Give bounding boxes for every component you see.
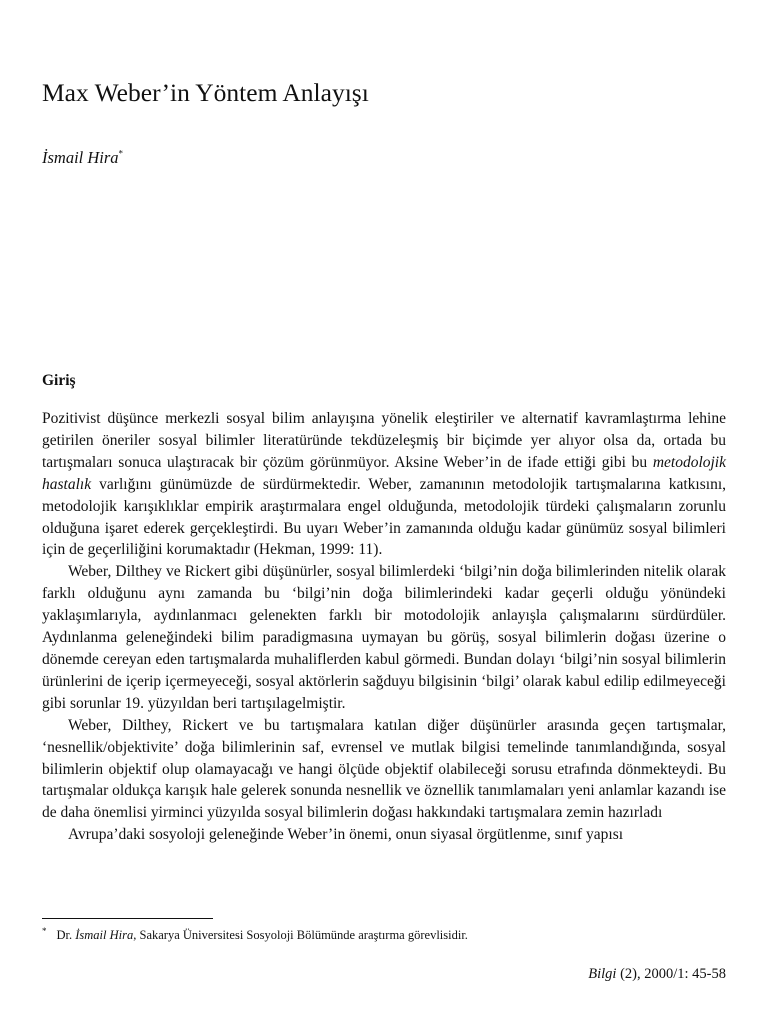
footnote-divider — [42, 918, 213, 919]
author-line — [42, 148, 123, 168]
footnote-prefix: Dr. — [56, 928, 76, 942]
footnote-mark: * — [42, 925, 47, 936]
journal-reference — [588, 966, 726, 983]
section-heading: Giriş — [42, 372, 76, 389]
body-text — [42, 408, 726, 846]
paragraph-2: Weber, Dilthey ve Rickert gibi düşünürler, sosyal bilimlerdeki ‘bilgi’nin doğa bilimlerinden nitelik olarak farklı olduğunu aynı zamanda bu ‘bilgi’nin doğa bilimlerindeki kadar geçerli olduğu yönündeki yaklaşımlarıyla, aydınlanmacı gelenekten farklı bir motodolojik anlayışla çalışmalarını sürdürdüler. Aydınlanma geleneğindeki bilim paradigmasına uymayan bu görüş, sosyal bilimlerin doğası üzerine o dönemde cereyan eden tartışmalarda muhaliflerden kabul görmedi. Bundan dolayı ‘bilgi’nin sosyal bilimlerin ürünlerini de içerip içermeyeceği, sosyal aktörlerin sağduyu bilgisinin ‘bilgi’ olarak kabul edilip edilmeyeceği gibi sorunlar 19. yüzyıldan beri tartışılagelmiştir. — [42, 563, 726, 712]
author-footnote-mark: * — [118, 148, 124, 159]
footnote — [42, 925, 726, 943]
paragraph-3: Weber, Dilthey, Rickert ve bu tartışmalara katılan diğer düşünürler arasında geçen tartışmalar, ‘nesnellik/objektivite’ doğa bilimlerinin saf, evrensel ve mutlak bilgisi temelinde tanımlandığında, sosyal bilimlerin objektif olup olamayacağı ve hangi ölçüde objektif olabileceği sorusu etrafında dönmekteydi. Bu tartışmalar oldukça karışık hale gelerek sonunda nesnellik ve öznellik tanımlamaları yeni anlamlar kazandı ise de daha önemlisi yirminci yüzyılda sosyal bilimlerin doğası hakkındaki tartışmalara zemin hazırladı — [42, 716, 726, 822]
journal-name: Bilgi — [588, 966, 617, 982]
footnote-text: , Sakarya Üniversitesi Sosyoloji Bölümünde araştırma görevlisidir. — [133, 928, 468, 942]
paragraph-4: Avrupa’daki sosyoloji geleneğinde Weber’in önemi, onun siyasal örgütlenme, sınıf yapısı — [68, 826, 624, 844]
author-name: İsmail Hira — [42, 148, 119, 167]
paragraph-1-part-2: varlığını günümüzde de sürdürmektedir. Weber, zamanının metodolojik tartışmalarına katkısını, metodolojik karışıklıklar empirik araştırmalara engel olduğunda, metodolojik türdeki çalışmaların zorunlu olduğuna işaret ederek gerçekleştirdi. Bu uyarı Weber’in zamanında olduğu kadar günümüz sosyal bilimleri için de geçerliliğini korumaktadır (Hekman, 1999: 11). — [42, 475, 726, 559]
article-title: Max Weber’in Yöntem Anlayışı — [42, 78, 369, 107]
footnote-author-name: İsmail Hira — [75, 928, 134, 942]
journal-issue-pages: (2), 2000/1: 45-58 — [616, 966, 726, 982]
paragraph-1-part-1: Pozitivist düşünce merkezli sosyal bilim anlayışına yönelik eleştiriler ve alternatif kavramlaştırma lehine getirilen öneriler sosyal bilimler literatüründe tekdüzeleşmiş bir biçimde yer alıyor olsa da, ortada bu tartışmaları sonuca ulaştıracak bir çözüm görünmüyor. Aksine Weber’in de ifade ettiği gibi bu — [42, 410, 726, 471]
paragraph-1 — [42, 408, 726, 561]
paragraph-1-emphasis: metodolojik hastalık — [42, 453, 726, 493]
